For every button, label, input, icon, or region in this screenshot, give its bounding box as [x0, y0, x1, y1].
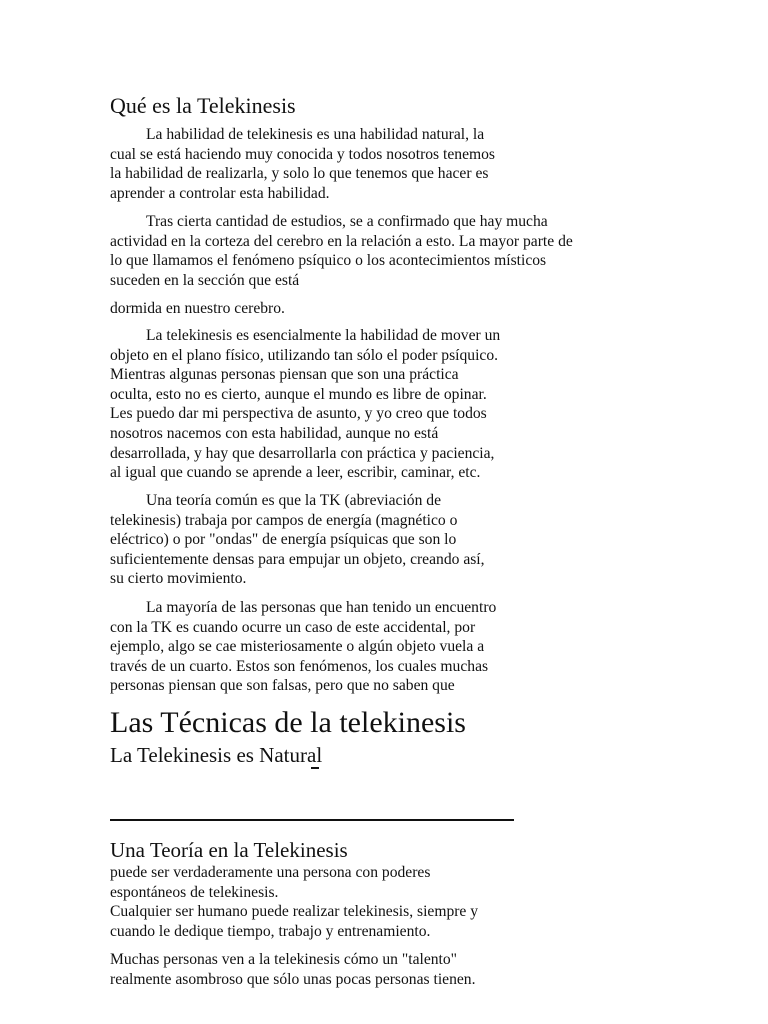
text-line: realmente asombroso que sólo unas pocas personas tienen.: [110, 970, 476, 988]
horizontal-rule: [110, 819, 514, 821]
text-line: nosotros nacemos con esta habilidad, aunque no está: [110, 424, 439, 442]
text-cursor-mark: [311, 767, 319, 769]
heading-que-es-la-telekinesis: Qué es la Telekinesis: [110, 93, 296, 118]
paragraph-talento: [110, 950, 476, 989]
paragraph-poderes-espontaneos: [110, 863, 478, 941]
subtitle-telekinesis-natural: La Telekinesis es Natural: [110, 743, 323, 767]
text-line: suceden en la sección que está: [110, 271, 300, 289]
text-line: aprender a controlar esta habilidad.: [110, 184, 330, 202]
paragraph-teoria-comun: [110, 491, 485, 589]
text-line: personas piensan que son falsas, pero que no saben que: [110, 677, 455, 695]
text-line: objeto en el plano físico, utilizando tan sólo el poder psíquico.: [110, 346, 499, 364]
text-line: oculta, esto no es cierto, aunque el mundo es libre de opinar.: [110, 385, 487, 403]
text-line: dormida en nuestro cerebro.: [110, 300, 285, 317]
text-line: suficientemente densas para empujar un objeto, creando así,: [110, 550, 485, 568]
text-line: La mayoría de las personas que han tenido un encuentro: [146, 599, 497, 616]
text-line: eléctrico) o por "ondas" de energía psíquicas que son lo: [110, 531, 457, 549]
text-line: Tras cierta cantidad de estudios, se a confirmado que hay mucha: [146, 213, 548, 230]
text-line: telekinesis) trabaja por campos de energía (magnético o: [110, 511, 458, 529]
text-line: Cualquier ser humano puede realizar telekinesis, siempre y: [110, 903, 479, 921]
title-tecnicas-telekinesis: Las Técnicas de la telekinesis: [110, 706, 466, 739]
text-line: Una teoría común es que la TK (abreviación de: [146, 492, 442, 509]
text-line: su cierto movimiento.: [110, 570, 247, 588]
text-line: Mientras algunas personas piensan que son una práctica: [110, 366, 459, 384]
text-line: través de un cuarto. Estos son fenómenos, los cuales muchas: [110, 657, 489, 675]
text-line: con la TK es cuando ocurre un caso de este accidental, por: [110, 618, 476, 636]
paragraph-estudios: [110, 212, 573, 290]
paragraph-encuentro-tk: [110, 598, 496, 696]
text-line: la habilidad de realizarla, y solo lo que tenemos que hacer es: [110, 165, 489, 183]
text-line: La habilidad de telekinesis es una habilidad natural, la: [146, 126, 485, 143]
paragraph-dormida: [110, 299, 285, 319]
text-line: Les puedo dar mi perspectiva de asunto, y yo creo que todos: [110, 405, 487, 423]
text-line: cual se está haciendo muy conocida y todos nosotros tenemos: [110, 145, 495, 163]
text-line: lo que llamamos el fenómeno psíquico o los acontecimientos místicos: [110, 252, 547, 270]
text-line: cuando le dedique tiempo, trabajo y entrenamiento.: [110, 922, 431, 940]
text-line: Muchas personas ven a la telekinesis cómo un "talento": [110, 951, 458, 968]
text-line: actividad en la corteza del cerebro en la relación a esto. La mayor parte de: [110, 232, 573, 250]
text-line: ejemplo, algo se cae misteriosamente o algún objeto vuela a: [110, 638, 485, 656]
text-line: La telekinesis es esencialmente la habilidad de mover un: [146, 327, 501, 344]
text-line: al igual que cuando se aprende a leer, escribir, caminar, etc.: [110, 464, 481, 482]
paragraph-mover-objeto: [110, 326, 500, 483]
heading-una-teoria: Una Teoría en la Telekinesis: [110, 838, 348, 862]
paragraph-habilidad-natural: [110, 125, 495, 203]
text-line: desarrollada, y hay que desarrollarla con práctica y paciencia,: [110, 444, 495, 462]
text-line: puede ser verdaderamente una persona con poderes: [110, 864, 431, 881]
text-line: espontáneos de telekinesis.: [110, 883, 279, 901]
